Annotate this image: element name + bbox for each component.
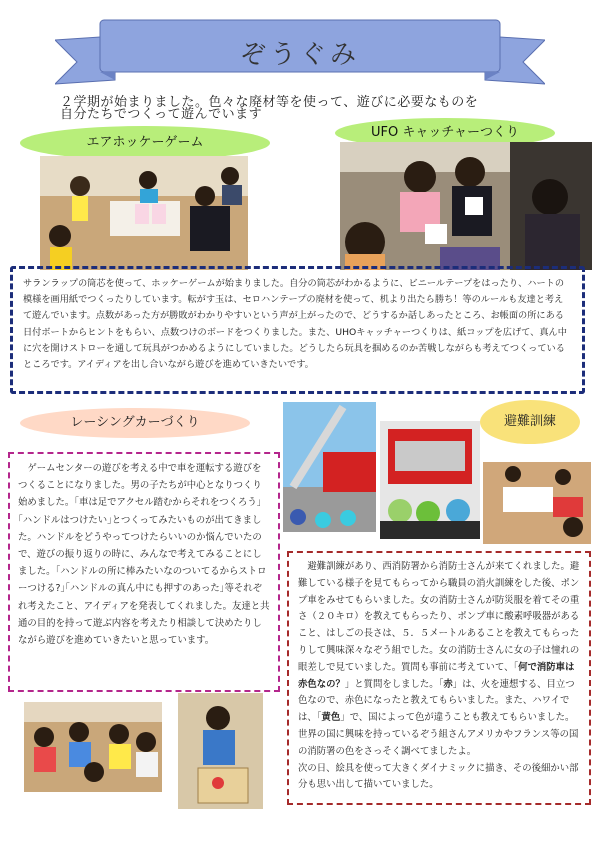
label-ufo-catcher: UFO キャッチャーつくり [335,118,555,148]
photo-ufo-catcher-2 [510,142,592,270]
intro-line-1: ２学期が始まりました。色々な廃材等を使って、遊びに必要なものを [60,95,479,110]
box2-text: ゲームセンターの遊びを考える中で車を運転する遊びをつくることになりました。男の子たちが中心となりつくり始めました。｢車は足でアクセル踏むからそれをつくろう｣｢ハンドルはつけたい｣とつくってみたいものが出てきました。ハンドルをどうやってつけたらいいのか悩んでいたので、遊びの振り返りの時に、みんなで考えてみることにしました。｢ハンドルの所に棒みたいなのついてるからストローつける?｣｢ハンドルの真ん中にも押すのあった｣等それぞれ考えたこと、アイディアを発表してくれました。友達と共通の目的を持って遊ぶ内容を考えたり相談して決めたりしながら遊びを進めていきたいと思っています。 [18,463,270,647]
evacuation-drill-description [287,551,591,805]
box3-bold-red: 赤 [443,678,453,690]
box3-text-1: 避難訓練があり、西消防署から消防士さんが来てくれました。避難している様子を見てもらってから職員の消火訓練をした後、ポンプ車をみせてもらいました。女の消防士さんが防災服を着てその重さ（２０キロ）を教えてもらったり、ポンプ車に酸素呼吸器があること、はしごの長さは、５．５メートルあることを教えてもらったりして興味深々なぞう組でした。女の消防士さんに女の子は憧れの眼差しで見ていました。質問も事前に考えていて、「 [298,561,580,673]
photo-drawing [483,462,591,544]
box3-bold-question: 何で消防車は赤色なの？ [298,661,575,690]
box3-text-3: 」は、火を連想する、目立つ色なので、赤色になったと教えてもらいました。また、ハワイでは、「 [298,678,575,724]
box3-bold-yellow: 黄色 [321,712,341,724]
photo-fire-truck [380,421,480,539]
label-racing-car: レーシングカーづくり [20,408,250,438]
intro-text [60,97,550,121]
intro-line-2: 自分たちでつくって遊んでいます [60,107,263,122]
photo-air-hockey [40,156,248,270]
air-hockey-ufo-description [10,266,585,394]
photo-fire-ladder [283,402,376,532]
box1-text: サランラップの筒芯を使って、ホッケーゲームが始まりました。自分の筒芯がわかるように、ビニールテープをはったり、ハートの模様を画用紙でつくったりしています。転がす玉は、セロハンテープの廃材を使って、机より出たら勝ち！等のルールも友達と考えて遊んでいます。点数があった方が勝敗がわかりやすいという声が上がったので、どうするか話しあったところ、お帳面の所にある日付ボートからヒントをもらい、点数つけのボードをつくりました。また、UHOキャッチャーつくりは、紙コップを広げて、真ん中に穴を開けストローを通して玩具がつかめるようにしていました。どうしたら玩具を掴めるのか苦戦しながらも考えてつくっているところです。アイディアを出し合いながら遊びを進めていきたいです。 [23,278,567,371]
box3-paragraph-2: 次の日、絵具を使って大きくダイナミックに描き、その後細かい部分も思い出して描いていました。 [298,762,579,791]
box3-paragraph-1 [298,559,580,761]
label-air-hockey: エアホッケーゲーム [20,126,270,160]
photo-ufo-catcher [340,142,510,270]
photo-racing-car-build [178,693,263,809]
label-evacuation-drill: 避難訓練 [480,400,580,444]
racing-car-description [8,452,280,692]
title-banner [55,18,545,88]
box3-text-4: 」で、国によって色が違うことも教えてもらいました。世界の国に興味を持っているぞう組さんアメリカやフランス等の国の消防署の色をさっそく調べてましたよ。 [298,712,579,757]
photo-racing-group [24,702,162,792]
box3-text-2: 」と質問をしました。「 [344,678,444,690]
page-title: ぞうぐみ [239,40,360,70]
